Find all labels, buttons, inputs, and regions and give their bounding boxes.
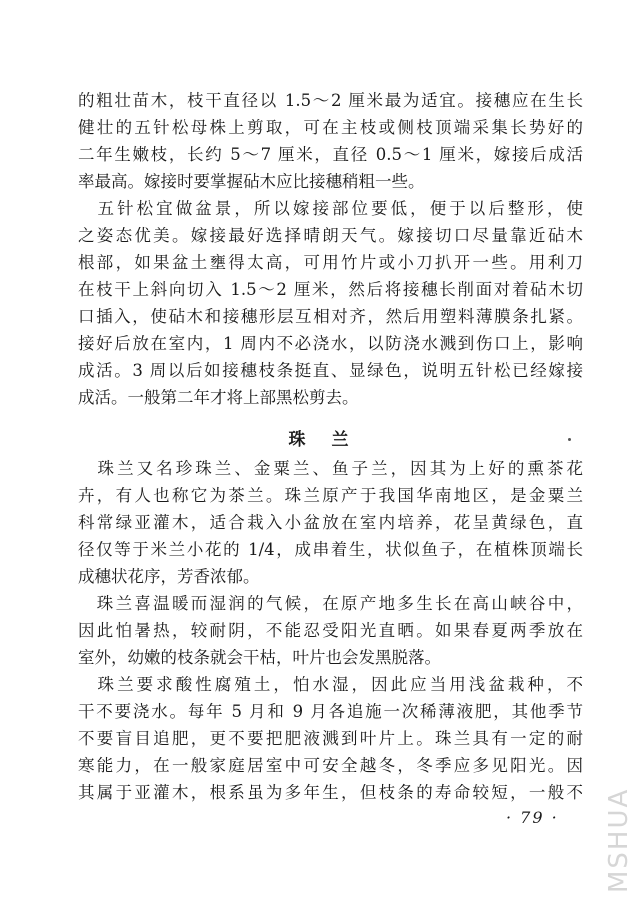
text-line: 健壮的五针松母株上剪取，可在主枝或侧枝顶端采集长势好的 [78,118,583,137]
text-line: 室外，幼嫩的枝条就会干枯，叶片也会发黑脱落。 [78,648,441,667]
text-line: 五针松宜做盆景，所以嫁接部位要低，便于以后整形，使 [78,199,583,218]
text-line: 之姿态优美。嫁接最好选择晴朗天气。嫁接切口尽量靠近砧木 [78,226,583,245]
text-line: 寒能力，在一般家庭居室中可安全越冬，冬季应多见阳光。因 [78,756,583,775]
text-line: 口插入，使砧木和接穗形层互相对齐，然后用塑料薄膜条扎紧。 [78,307,583,326]
text-line: 二年生嫩枝，长约 5～7 厘米，直径 0.5～1 厘米，嫁接后成活 [78,145,583,164]
text-line: 干不要浇水。每年 5 月和 9 月各追施一次稀薄液肥，其他季节 [78,702,583,721]
text-line: 因此怕暑热，较耐阴，不能忍受阳光直晒。如果春夏两季放在 [78,621,583,640]
text-line: 径仅等于米兰小花的 1/4，成串着生，状似鱼子，在植株顶端长 [78,540,583,559]
text-line: 在枝干上斜向切入 1.5～2 厘米，然后将接穗长削面对着砧木切 [78,280,583,299]
text-line: 率最高。嫁接时要掌握砧木应比接穗稍粗一些。 [78,172,425,191]
text-line: 珠兰要求酸性腐殖土，怕水湿，因此应当用浅盆栽种，不 [78,675,583,694]
print-speck [568,438,571,441]
watermark: MSHUA [604,787,634,893]
text-line: 接好后放在室内，1 周内不必浇水，以防浇水溅到伤口上，影响 [78,334,583,353]
text-line: 其属于亚灌木，根系虽为多年生，但枝条的寿命较短，一般不 [78,783,583,802]
text-line: 成穗状花序，芳香浓郁。 [78,567,260,586]
text-line: 成活。一般第二年才将上部黑松剪去。 [78,388,359,407]
text-line: 成活。3 周以后如接穗枝条挺直、显绿色，说明五针松已经嫁接 [78,361,583,380]
section-heading: 珠兰 [288,430,375,450]
text-line: 珠兰喜温暖而湿润的气候，在原产地多生长在高山峡谷中， [78,594,583,613]
text-line: 不要盲目追肥，更不要把肥液溅到叶片上。珠兰具有一定的耐 [78,729,583,748]
text-line: 科常绿亚灌木，适合栽入小盆放在室内培养，花呈黄绿色，直 [78,513,583,532]
text-line: 珠兰又名珍珠兰、金粟兰、鱼子兰，因其为上好的熏茶花 [78,459,583,478]
page-number: · 79 · [506,808,559,827]
text-line: 根部，如果盆土壅得太高，可用竹片或小刀扒开一些。用利刀 [78,253,583,272]
text-line: 卉，有人也称它为茶兰。珠兰原产于我国华南地区，是金粟兰 [78,486,583,505]
text-line: 的粗壮苗木，枝干直径以 1.5～2 厘米最为适宜。接穗应在生长 [78,91,583,110]
